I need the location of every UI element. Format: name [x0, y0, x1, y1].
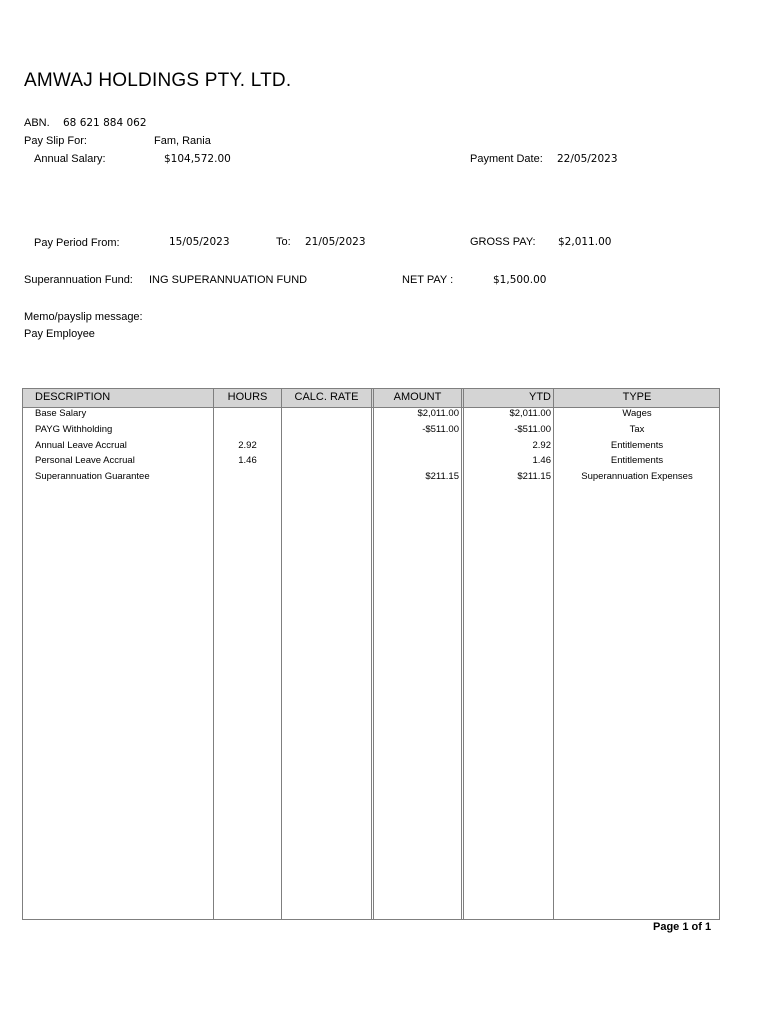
cell-ytd: 2.92	[532, 440, 551, 451]
pay-period-to-label: To:	[276, 236, 291, 248]
cell-description: Personal Leave Accrual	[35, 455, 135, 466]
abn-label: ABN.	[24, 117, 50, 129]
gross-pay-value: $2,011.00	[558, 236, 612, 248]
cell-type: Wages	[622, 408, 652, 419]
pay-period-from-value: 15/05/2023	[169, 236, 230, 248]
cell-ytd: 1.46	[532, 455, 551, 466]
memo-value: Pay Employee	[24, 328, 95, 340]
cell-hours: 2.92	[238, 440, 257, 451]
cell-description: PAYG Withholding	[35, 424, 113, 435]
payment-date-value: 22/05/2023	[557, 153, 618, 165]
annual-salary-value: $104,572.00	[164, 153, 231, 165]
cell-description: Base Salary	[35, 408, 87, 419]
column-divider	[461, 389, 464, 919]
column-divider	[213, 389, 214, 919]
header-type: TYPE	[622, 391, 652, 403]
cell-type: Entitlements	[610, 440, 664, 451]
cell-amount: -$511.00	[422, 424, 459, 435]
page-number: Page 1 of 1	[653, 921, 712, 933]
pay-period-from-label: Pay Period From:	[34, 237, 120, 249]
header-description: DESCRIPTION	[35, 391, 111, 403]
super-fund-label: Superannuation Fund:	[24, 274, 133, 286]
header-hours: HOURS	[227, 391, 268, 403]
column-divider	[281, 389, 282, 919]
header-calc-rate: CALC. RATE	[294, 391, 359, 403]
header-ytd: YTD	[529, 391, 551, 403]
column-divider	[553, 389, 554, 919]
cell-type: Tax	[629, 424, 645, 435]
cell-type: Entitlements	[610, 455, 664, 466]
header-amount: AMOUNT	[393, 391, 442, 403]
gross-pay-label: GROSS PAY:	[470, 236, 536, 248]
pay-period-to-value: 21/05/2023	[305, 236, 366, 248]
super-fund-value: ING SUPERANNUATION FUND	[149, 274, 308, 286]
payment-date-label: Payment Date:	[470, 153, 543, 165]
payslip-table	[22, 388, 720, 920]
memo-label: Memo/payslip message:	[24, 311, 143, 323]
cell-ytd: $2,011.00	[509, 408, 551, 419]
cell-amount: $211.15	[425, 471, 459, 482]
annual-salary-label: Annual Salary:	[34, 153, 106, 165]
net-pay-label: NET PAY :	[402, 274, 454, 286]
cell-description: Annual Leave Accrual	[35, 440, 127, 451]
company-name: AMWAJ HOLDINGS PTY. LTD.	[24, 70, 292, 91]
cell-hours: 1.46	[238, 455, 257, 466]
cell-ytd: -$511.00	[514, 424, 551, 435]
cell-type: Superannuation Expenses	[581, 471, 693, 482]
cell-description: Superannuation Guarantee	[35, 471, 150, 482]
net-pay-value: $1,500.00	[493, 274, 547, 286]
cell-amount: $2,011.00	[417, 408, 459, 419]
pay-slip-for-label: Pay Slip For:	[24, 135, 87, 147]
cell-ytd: $211.15	[517, 471, 551, 482]
column-divider	[371, 389, 374, 919]
employee-name: Fam, Rania	[154, 135, 211, 147]
abn-value: 68 621 884 062	[63, 117, 147, 129]
